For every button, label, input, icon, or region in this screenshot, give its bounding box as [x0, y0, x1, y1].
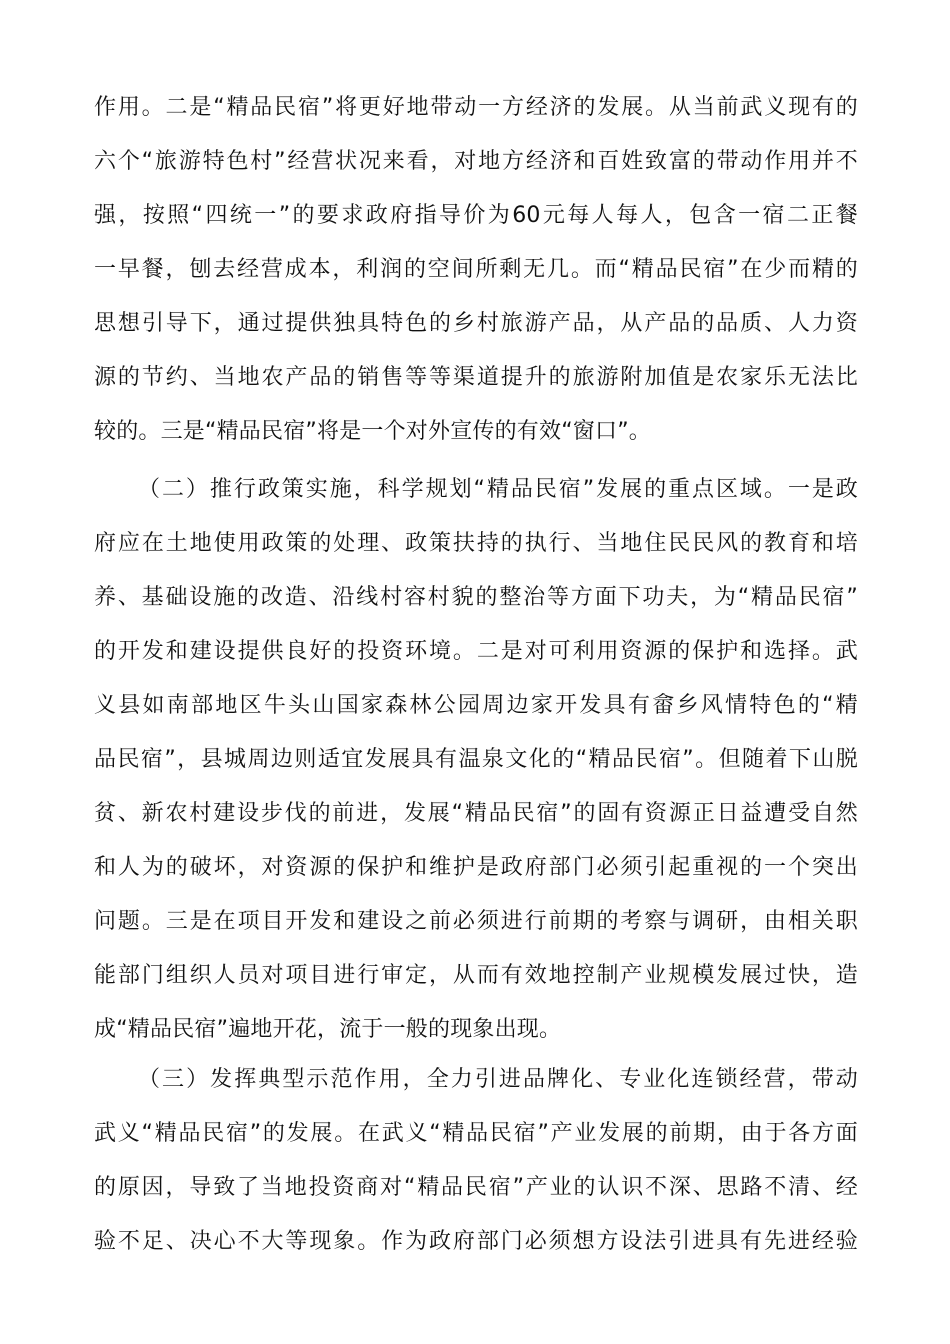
paragraph-line: 较的。三是“精品民宿”将是一个对外宣传的有效“窗口”。 — [94, 419, 651, 444]
paragraph-1 — [94, 81, 858, 459]
paragraph-line: 验不足、决心不大等现象。作为政府部门必须想方设法引进具有先进经验 — [94, 1229, 858, 1254]
paragraph-line: （三）发挥典型示范作用，全力引进品牌化、专业化连锁经营，带动 — [138, 1067, 858, 1092]
paragraph-line: 一早餐，刨去经营成本，利润的空间所剩无几。而“精品民宿”在少而精的 — [94, 257, 858, 282]
paragraph-line: 府应在土地使用政策的处理、政策扶持的执行、当地住民民风的教育和培 — [94, 531, 858, 556]
paragraph-line: （二）推行政策实施，科学规划“精品民宿”发展的重点区域。一是政 — [138, 477, 858, 502]
paragraph-line: 源的节约、当地农产品的销售等等渠道提升的旅游附加值是农家乐无法比 — [94, 365, 858, 390]
paragraph-3 — [94, 1053, 858, 1269]
paragraph-line: 成“精品民宿”遍地开花，流于一般的现象出现。 — [94, 1017, 562, 1042]
paragraph-line: 作用。二是“精品民宿”将更好地带动一方经济的发展。从当前武义现有的 — [94, 95, 858, 120]
paragraph-line: 问题。三是在项目开发和建设之前必须进行前期的考察与调研，由相关职 — [94, 909, 858, 934]
paragraph-line: 思想引导下，通过提供独具特色的乡村旅游产品，从产品的品质、人力资 — [94, 311, 858, 336]
paragraph-line: 的开发和建设提供良好的投资环境。二是对可利用资源的保护和选择。武 — [94, 639, 858, 664]
paragraph-line: 养、基础设施的改造、沿线村容村貌的整治等方面下功夫，为“精品民宿” — [94, 585, 858, 610]
paragraph-line: 和人为的破坏，对资源的保护和维护是政府部门必须引起重视的一个突出 — [94, 855, 858, 880]
paragraph-line: 武义“精品民宿”的发展。在武义“精品民宿”产业发展的前期，由于各方面 — [94, 1121, 858, 1146]
paragraph-line: 贫、新农村建设步伐的前进，发展“精品民宿”的固有资源正日益遭受自然 — [94, 801, 858, 826]
paragraph-line: 的原因，导致了当地投资商对“精品民宿”产业的认识不深、思路不清、经 — [94, 1175, 858, 1200]
paragraph-line: 强，按照“四统一”的要求政府指导价为60元每人每人，包含一宿二正餐 — [94, 203, 858, 228]
paragraph-line: 义县如南部地区牛头山国家森林公园周边家开发具有畲乡风情特色的“精 — [94, 693, 858, 718]
paragraph-line: 六个“旅游特色村”经营状况来看，对地方经济和百姓致富的带动作用并不 — [94, 149, 858, 174]
paragraph-line: 能部门组织人员对项目进行审定，从而有效地控制产业规模发展过快，造 — [94, 963, 858, 988]
paragraph-line: 品民宿”，县城周边则适宜发展具有温泉文化的“精品民宿”。但随着下山脱 — [94, 747, 858, 772]
paragraph-2 — [94, 463, 858, 1057]
